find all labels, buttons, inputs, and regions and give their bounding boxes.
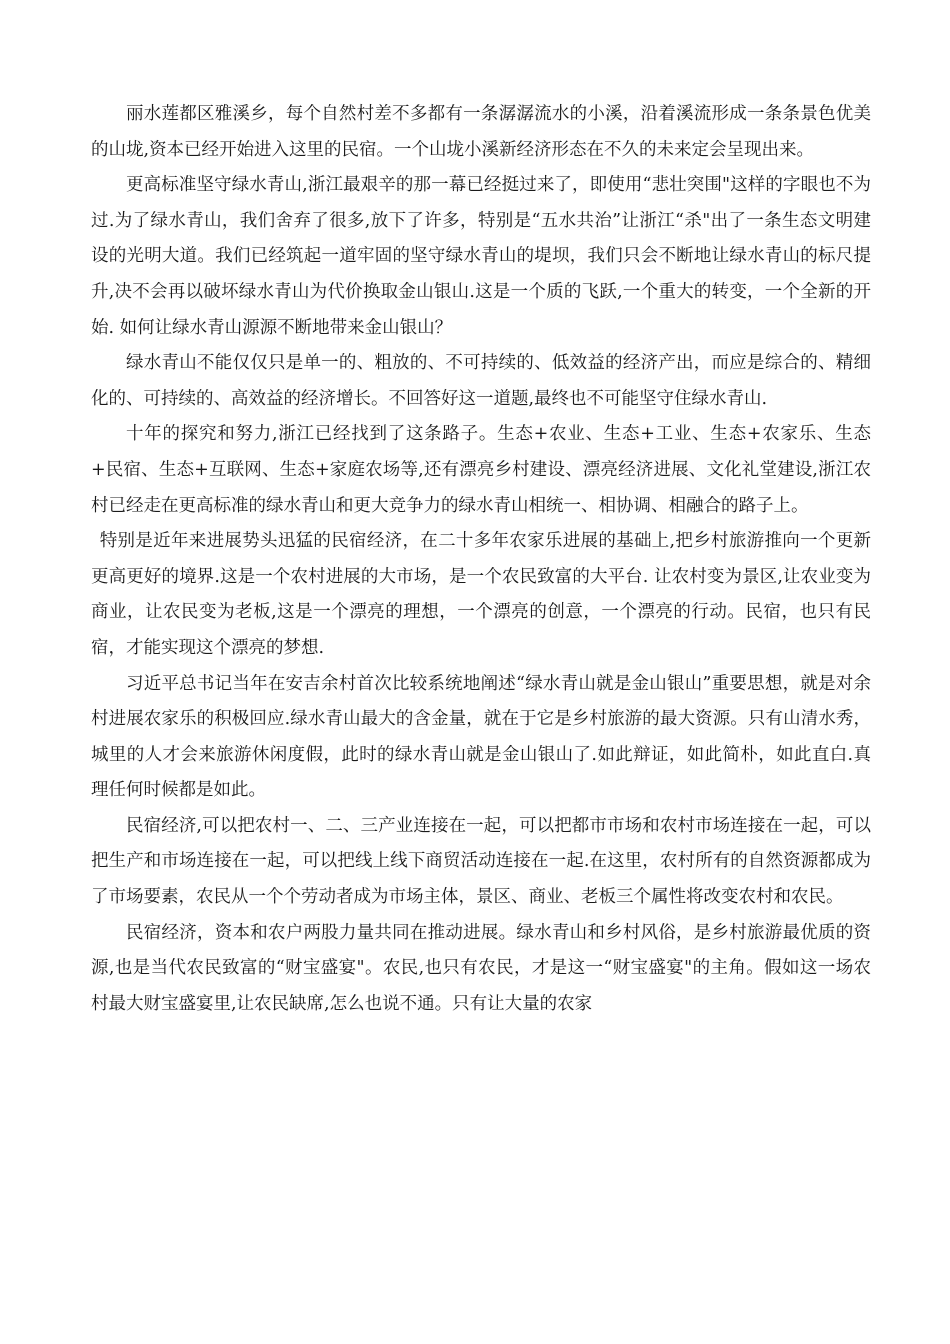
paragraph-5: 特别是近年来进展势头迅猛的民宿经济，在二十多年农家乐进展的基础上,把乡村旅游推向一个更新更高更好的境界.这是一个农村进展的大市场，是一个农民致富的大平台. 让农村变为景区,让农业变为商业，让农民变为老板,这是一个漂亮的理想，一个漂亮的创意，一个漂亮的行动。民宿，也只有民宿，才能实现这个漂亮的梦想. [91,531,871,658]
paragraph-3: 绿水青山不能仅仅只是单一的、粗放的、不可持续的、低效益的经济产出，而应是综合的、精细化的、可持续的、高效益的经济增长。不回答好这一道题,最终也不可能坚守住绿水青山. [91,353,871,409]
paragraph-1: 丽水莲都区雅溪乡，每个自然村差不多都有一条潺潺流水的小溪，沿着溪流形成一条条景色优美的山垅,资本已经开始进入这里的民宿。一个山垅小溪新经济形态在不久的未来定会呈现出来。 [91,104,871,160]
paragraph-8: 民宿经济，资本和农户两股力量共同在推动进展。绿水青山和乡村风俗，是乡村旅游最优质的资源,也是当代农民致富的“财宝盛宴"。农民,也只有农民，才是这一“财宝盛宴"的主角。假如这一场农村最大财宝盛宴里,让农民缺席,怎么也说不通。只有让大量的农家 [91,922,871,1014]
paragraph-4: 十年的探究和努力,浙江已经找到了这条路子。生态+农业、生态+工业、生态+农家乐、生态+民宿、生态+互联网、生态+家庭农场等,还有漂亮乡村建设、漂亮经济进展、文化礼堂建设,浙江农村已经走在更高标准的绿水青山和更大竞争力的绿水青山相统一、相协调、相融合的路子上。 [91,424,871,516]
document-body [91,97,871,1022]
paragraph-2: 更高标准坚守绿水青山,浙江最艰辛的那一幕已经挺过来了，即使用“悲壮突围"这样的字眼也不为过.为了绿水青山，我们舍弃了很多,放下了许多，特别是“五水共治”让浙江“杀"出了一条生态文明建设的光明大道。我们已经筑起一道牢固的坚守绿水青山的堤坝，我们只会不断地让绿水青山的标尺提升,决不会再以破坏绿水青山为代价换取金山银山.这是一个质的飞跃,一个重大的转变，一个全新的开始. 如何让绿水青山源源不断地带来金山银山？ [91,175,871,338]
paragraph-7: 民宿经济,可以把农村一、二、三产业连接在一起，可以把都市市场和农村市场连接在一起，可以把生产和市场连接在一起，可以把线上线下商贸活动连接在一起.在这里，农村所有的自然资源都成为了市场要素，农民从一个个劳动者成为市场主体，景区、商业、老板三个属性将改变农村和农民。 [91,815,871,908]
paragraph-6: 习近平总书记当年在安吉余村首次比较系统地阐述“绿水青山就是金山银山”重要思想，就是对余村进展农家乐的积极回应.绿水青山最大的含金量，就在于它是乡村旅游的最大资源。只有山清水秀，城里的人才会来旅游休闲度假，此时的绿水青山就是金山银山了.如此辩证，如此简朴，如此直白.真理任何时候都是如此。 [91,673,871,801]
